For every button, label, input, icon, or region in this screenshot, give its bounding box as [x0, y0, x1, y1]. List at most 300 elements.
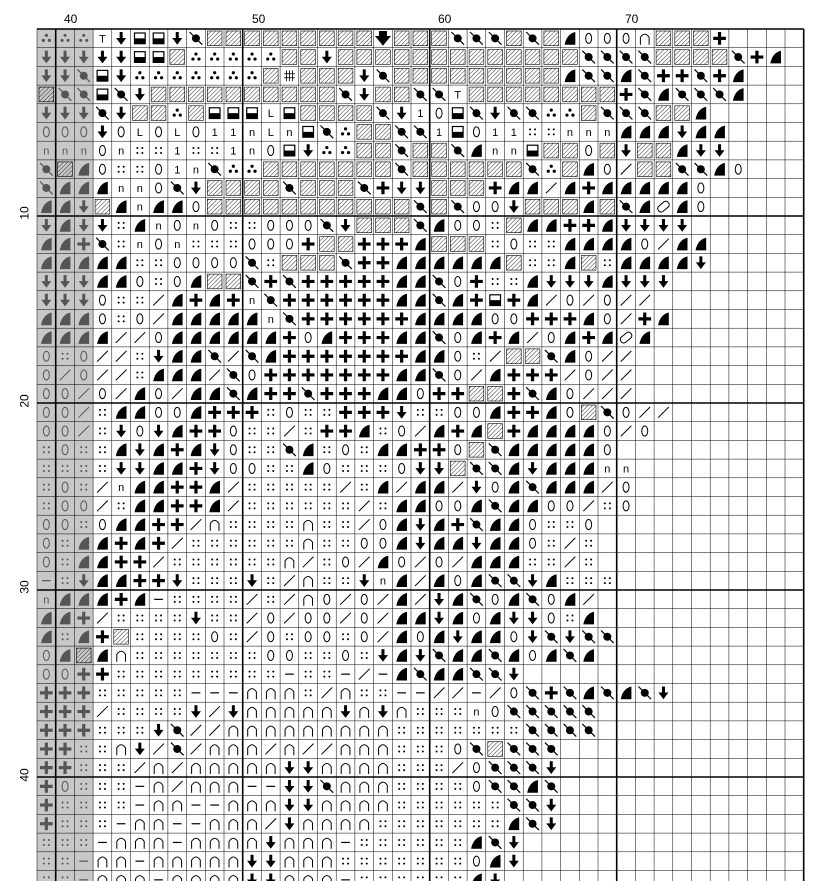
stitch-symbol: [600, 199, 615, 214]
stitch-symbol: [509, 331, 520, 344]
stitch-symbol: [192, 763, 201, 774]
stitch-symbol: [377, 256, 390, 269]
stitch-symbol: [192, 671, 199, 678]
stitch-symbol: [191, 725, 202, 736]
stitch-symbol: [118, 727, 125, 734]
stitch-symbol: [118, 222, 125, 229]
stitch-symbol: [584, 275, 594, 288]
stitch-symbol: [492, 202, 498, 212]
stitch-symbol: [248, 801, 257, 812]
stitch-symbol: [207, 199, 222, 214]
stitch-symbol: [99, 446, 106, 453]
stitch-symbol: [415, 612, 426, 625]
stitch-symbol: [210, 745, 219, 756]
stitch-symbol: [450, 461, 465, 476]
stitch-symbol: [247, 52, 256, 60]
stitch-symbol: [190, 481, 203, 494]
stitch-symbol: [192, 540, 199, 547]
symbol-grid: [36, 28, 805, 881]
stitch-symbol: [97, 482, 108, 493]
stitch-symbol: [321, 369, 334, 382]
stitch-symbol: [247, 574, 257, 587]
stitch-symbol: [266, 801, 275, 812]
stitch-symbol: [509, 593, 520, 606]
stitch-symbol: [415, 500, 426, 513]
stitch-symbol: [640, 275, 650, 288]
stitch-symbol: [581, 405, 596, 420]
stitch-symbol: [154, 763, 163, 774]
stitch-symbol: [658, 239, 669, 250]
stitch-symbol: [473, 820, 480, 827]
stitch-symbol: [97, 275, 108, 288]
stitch-symbol: [490, 612, 501, 625]
stitch-symbol: [136, 615, 143, 622]
stitch-symbol: [621, 351, 632, 362]
stitch-symbol: [563, 87, 578, 102]
stitch-symbol: [266, 855, 276, 868]
stitch-symbol: [507, 68, 522, 83]
stitch-symbol: [751, 51, 764, 64]
stitch-symbol: [436, 839, 443, 846]
stitch-symbol: [229, 876, 238, 881]
stitch-symbol: n: [604, 463, 611, 476]
stitch-symbol: [548, 540, 555, 547]
stitch-symbol: [432, 143, 447, 158]
stitch-symbol: [452, 668, 463, 681]
stitch-symbol: [357, 199, 372, 214]
stitch-symbol: [434, 219, 445, 232]
stitch-symbol: [284, 817, 294, 830]
stitch-symbol: [247, 855, 257, 868]
stitch-symbol: [639, 256, 650, 269]
stitch-symbol: [211, 558, 218, 565]
stitch-symbol: [151, 106, 166, 121]
stitch-symbol: [322, 688, 333, 699]
stitch-symbol: [415, 294, 426, 307]
stitch-symbol: [99, 764, 106, 771]
stitch-symbol: [135, 219, 146, 232]
stitch-symbol: [155, 652, 162, 659]
stitch-symbol: [210, 876, 219, 881]
stitch-symbol: [414, 443, 427, 456]
stitch-symbol: [248, 763, 257, 774]
stitch-symbol: [696, 238, 707, 251]
stitch-symbol: [361, 484, 368, 491]
stitch-symbol: [303, 443, 314, 456]
stitch-symbol: [230, 241, 237, 248]
stitch-symbol: [191, 612, 201, 625]
stitch-symbol: [155, 278, 162, 285]
stitch-symbol: [98, 857, 107, 868]
stitch-symbol: [489, 649, 502, 662]
stitch-symbol: n: [43, 594, 50, 607]
stitch-symbol: [286, 407, 292, 417]
stitch-symbol: [582, 219, 595, 232]
stitch-symbol: [621, 144, 631, 157]
stitch-symbol: [135, 481, 146, 494]
stitch-symbol: [581, 255, 596, 270]
stitch-symbol: [267, 409, 274, 416]
stitch-symbol: [136, 689, 143, 696]
stitch-symbol: [565, 32, 576, 45]
stitch-symbol: [116, 200, 127, 213]
stitch-symbol: [490, 874, 500, 881]
stitch-symbol: [415, 350, 426, 363]
stitch-symbol: [526, 761, 539, 774]
stitch-symbol: [116, 351, 127, 362]
stitch-symbol: [285, 857, 294, 868]
stitch-symbol: [451, 200, 464, 213]
stitch-symbol: [174, 671, 181, 678]
stitch-symbol: [338, 50, 353, 65]
stitch-symbol: [267, 428, 274, 435]
stitch-symbol: [245, 181, 260, 196]
stitch-symbol: [191, 406, 202, 419]
stitch-symbol: [323, 409, 330, 416]
stitch-symbol: [156, 164, 162, 174]
stitch-symbol: [656, 50, 671, 65]
stitch-symbol: [338, 106, 353, 121]
stitch-symbol: [340, 482, 351, 493]
stitch-symbol: [249, 463, 255, 473]
stitch-symbol: [377, 369, 390, 382]
stitch-symbol: [338, 68, 353, 83]
stitch-symbol: [454, 858, 461, 865]
stitch-symbol: [211, 577, 218, 584]
stitch-symbol: [396, 294, 407, 307]
stitch-symbol: [301, 31, 316, 46]
stitch-symbol: [677, 182, 688, 195]
stitch-symbol: [395, 238, 408, 251]
stitch-symbol: [342, 502, 349, 509]
stitch-symbol: [583, 388, 594, 399]
stitch-symbol: [564, 649, 577, 662]
stitch-symbol: [658, 182, 669, 195]
stitch-symbol: [469, 68, 484, 83]
stitch-symbol: [508, 743, 521, 756]
stitch-symbol: [304, 595, 313, 606]
stitch-symbol: [528, 612, 538, 625]
row-label-40: 40: [17, 768, 32, 782]
stitch-symbol: [267, 596, 274, 603]
stitch-symbol: [322, 146, 331, 154]
stitch-symbol: [677, 238, 688, 251]
stitch-symbol: [546, 387, 557, 400]
stitch-symbol: [341, 127, 350, 135]
stitch-symbol: [642, 426, 648, 436]
stitch-symbol: [509, 518, 520, 531]
stitch-symbol: [153, 33, 164, 44]
stitch-symbol: [249, 521, 256, 528]
stitch-symbol: [136, 652, 143, 659]
stitch-symbol: [638, 88, 651, 101]
stitch-symbol: [96, 107, 109, 120]
stitch-symbol: [341, 689, 350, 700]
stitch-symbol: [582, 630, 595, 643]
stitch-symbol: [301, 162, 316, 177]
stitch-symbol: [604, 502, 611, 509]
stitch-symbol: [527, 145, 538, 156]
stitch-symbol: [394, 68, 409, 83]
stitch-symbol: [582, 705, 595, 718]
stitch-symbol: [323, 820, 332, 831]
stitch-symbol: [136, 671, 143, 678]
stitch-symbol: [320, 237, 335, 252]
stitch-symbol: [452, 108, 463, 119]
stitch-symbol: [339, 313, 352, 326]
stitch-symbol: [302, 313, 315, 326]
stitch-symbol: [323, 558, 330, 565]
stitch-symbol: [192, 558, 199, 565]
stitch-symbol: [695, 69, 708, 82]
stitch-symbol: [247, 631, 258, 642]
stitch-symbol: [565, 370, 576, 381]
stitch-symbol: [733, 69, 744, 82]
stitch-symbol: [266, 726, 275, 737]
stitch-symbol: [642, 239, 648, 249]
stitch-symbol: [321, 387, 334, 400]
stitch-symbol: [527, 500, 538, 513]
stitch-symbol: [323, 521, 330, 528]
stitch-symbol: [656, 143, 671, 158]
stitch-symbol: [342, 577, 349, 584]
stitch-symbol: [471, 144, 482, 157]
stitch-symbol: [432, 199, 447, 214]
stitch-symbol: [396, 331, 407, 344]
stitch-symbol: [581, 87, 596, 102]
stitch-symbol: [414, 668, 427, 681]
stitch-symbol: [378, 387, 389, 400]
stitch-symbol: [565, 331, 576, 344]
stitch-symbol: [285, 876, 294, 881]
stitch-symbol: [508, 780, 521, 793]
stitch-symbol: [324, 594, 330, 604]
stitch-symbol: [544, 68, 559, 83]
stitch-symbol: [450, 68, 465, 83]
stitch-symbol: [415, 275, 426, 288]
stitch-symbol: [226, 31, 241, 46]
stitch-symbol: [286, 220, 292, 230]
stitch-symbol: n: [61, 145, 69, 158]
stitch-symbol: [508, 107, 521, 120]
stitch-symbol: [507, 50, 522, 65]
stitch-symbol: [528, 462, 538, 475]
stitch-symbol: [285, 838, 294, 849]
stitch-symbol: [377, 69, 390, 82]
stitch-symbol: [398, 876, 405, 881]
stitch-symbol: [377, 350, 390, 363]
row-label-20: 20: [17, 394, 32, 408]
stitch-symbol: [153, 52, 164, 63]
stitch-symbol: [377, 331, 390, 344]
stitch-symbol: [452, 482, 463, 493]
stitch-symbol: [209, 500, 220, 513]
stitch-symbol: [397, 707, 406, 718]
stitch-symbol: [454, 727, 461, 734]
row-label-10: 10: [17, 206, 32, 220]
stitch-symbol: [548, 259, 555, 266]
stitch-symbol: [268, 613, 274, 623]
stitch-symbol: [118, 671, 125, 678]
stitch-symbol: [621, 275, 631, 288]
stitch-symbol: [415, 649, 425, 662]
stitch-symbol: [379, 689, 386, 696]
stitch-symbol: n: [492, 145, 499, 158]
stitch-symbol: [324, 632, 330, 642]
stitch-symbol: [455, 276, 461, 286]
stitch-symbol: [526, 799, 539, 812]
stitch-symbol: [191, 519, 202, 530]
stitch-symbol: [528, 574, 538, 587]
stitch-symbol: [525, 68, 540, 83]
stitch-symbol: [454, 802, 461, 809]
stitch-symbol: [658, 407, 669, 418]
stitch-symbol: [434, 574, 445, 587]
stitch-symbol: [359, 519, 370, 530]
stitch-symbol: [379, 858, 386, 865]
stitch-symbol: [192, 241, 199, 248]
stitch-symbol: [470, 743, 483, 756]
stitch-symbol: [286, 502, 293, 509]
stitch-symbol: [229, 726, 238, 737]
stitch-symbol: n: [174, 239, 181, 252]
stitch-symbol: [304, 539, 313, 550]
stitch-symbol: n: [43, 145, 50, 158]
stitch-symbol: [488, 50, 503, 65]
stitch-symbol: [621, 164, 632, 175]
stitch-symbol: [135, 593, 146, 606]
stitch-symbol: [229, 801, 238, 812]
stitch-symbol: [530, 538, 536, 548]
stitch-symbol: [379, 820, 386, 827]
stitch-symbol: [415, 462, 425, 475]
stitch-symbol: [508, 799, 521, 812]
stitch-symbol: [452, 688, 463, 699]
stitch-symbol: [229, 782, 238, 793]
stitch-symbol: [192, 633, 199, 640]
stitch-symbol: [208, 163, 221, 176]
stitch-symbol: [528, 630, 538, 643]
stitch-symbol: [284, 145, 295, 156]
stitch-symbol: [469, 442, 484, 457]
stitch-symbol: [116, 443, 127, 456]
stitch-symbol: [155, 671, 162, 678]
stitch-symbol: [266, 836, 276, 849]
stitch-symbol: [116, 518, 127, 531]
stitch-symbol: [286, 465, 293, 472]
stitch-symbol: [320, 31, 335, 46]
stitch-symbol: [191, 313, 202, 326]
stitch-symbol: [135, 443, 145, 456]
stitch-symbol: [246, 275, 259, 288]
stitch-symbol: [268, 650, 274, 660]
stitch-symbol: [248, 707, 257, 718]
stitch-symbol: [301, 68, 316, 83]
stitch-symbol: n: [136, 239, 143, 252]
stitch-symbol: [135, 88, 145, 101]
stitch-symbol: [454, 876, 461, 881]
stitch-symbol: [230, 445, 236, 455]
stitch-symbol: [377, 107, 390, 120]
stitch-symbol: [455, 351, 461, 361]
stitch-symbol: [450, 162, 465, 177]
stitch-symbol: [154, 71, 163, 79]
stitch-symbol: [473, 613, 479, 623]
stitch-symbol: [451, 144, 464, 157]
stitch-symbol: [733, 88, 744, 101]
stitch-symbol: [152, 574, 165, 587]
stitch-symbol: [303, 127, 314, 138]
stitch-symbol: [209, 331, 220, 344]
stitch-symbol: [415, 238, 426, 251]
stitch-symbol: [694, 50, 709, 65]
stitch-symbol: n: [155, 220, 162, 233]
stitch-symbol: [245, 31, 260, 46]
stitch-symbol: [264, 369, 277, 382]
stitch-symbol: [396, 482, 407, 493]
stitch-symbol: [267, 577, 274, 584]
stitch-symbol: [434, 537, 445, 550]
stitch-symbol: [567, 295, 573, 305]
stitch-symbol: [174, 689, 181, 696]
stitch-symbol: [563, 143, 578, 158]
stitch-symbol: [395, 350, 408, 363]
stitch-symbol: [136, 820, 145, 831]
stitch-symbol: [305, 652, 312, 659]
stitch-symbol: [226, 181, 241, 196]
stitch-symbol: [696, 256, 706, 269]
stitch-symbol: [342, 633, 349, 640]
stitch-symbol: [99, 727, 106, 734]
stitch-symbol: [434, 668, 445, 681]
stitch-symbol: [97, 331, 108, 344]
stitch-symbol: [155, 259, 162, 266]
stitch-symbol: [471, 874, 482, 881]
stitch-symbol: [97, 126, 107, 139]
stitch-symbol: [174, 652, 181, 659]
stitch-symbol: [156, 239, 162, 249]
stitch-symbol: 1: [174, 145, 181, 158]
stitch-symbol: [263, 181, 278, 196]
stitch-symbol: [489, 462, 502, 475]
stitch-symbol: [246, 350, 259, 363]
stitch-symbol: [323, 838, 332, 849]
stitch-symbol: [268, 239, 274, 249]
stitch-symbol: [246, 406, 259, 419]
stitch-symbol: [621, 314, 632, 325]
stitch-symbol: [172, 538, 183, 549]
stitch-symbol: [376, 143, 391, 158]
stitch-symbol: [492, 278, 499, 285]
stitch-symbol: [247, 594, 258, 605]
stitch-symbol: [285, 558, 294, 569]
stitch-symbol: [136, 353, 143, 360]
stitch-symbol: [526, 369, 539, 382]
stitch-symbol: [116, 51, 126, 64]
stitch-symbol: [415, 481, 426, 494]
stitch-symbol: [417, 409, 424, 416]
stitch-symbol: [490, 256, 501, 269]
stitch-symbol: [436, 409, 443, 416]
stitch-symbol: [471, 370, 482, 381]
stitch-symbol: [585, 558, 592, 565]
stitch-symbol: [97, 89, 108, 100]
stitch-symbol: [413, 31, 428, 46]
stitch-symbol: [526, 705, 539, 718]
stitch-symbol: [247, 874, 257, 881]
stitch-symbol: [171, 182, 184, 195]
stitch-symbol: [155, 615, 162, 622]
